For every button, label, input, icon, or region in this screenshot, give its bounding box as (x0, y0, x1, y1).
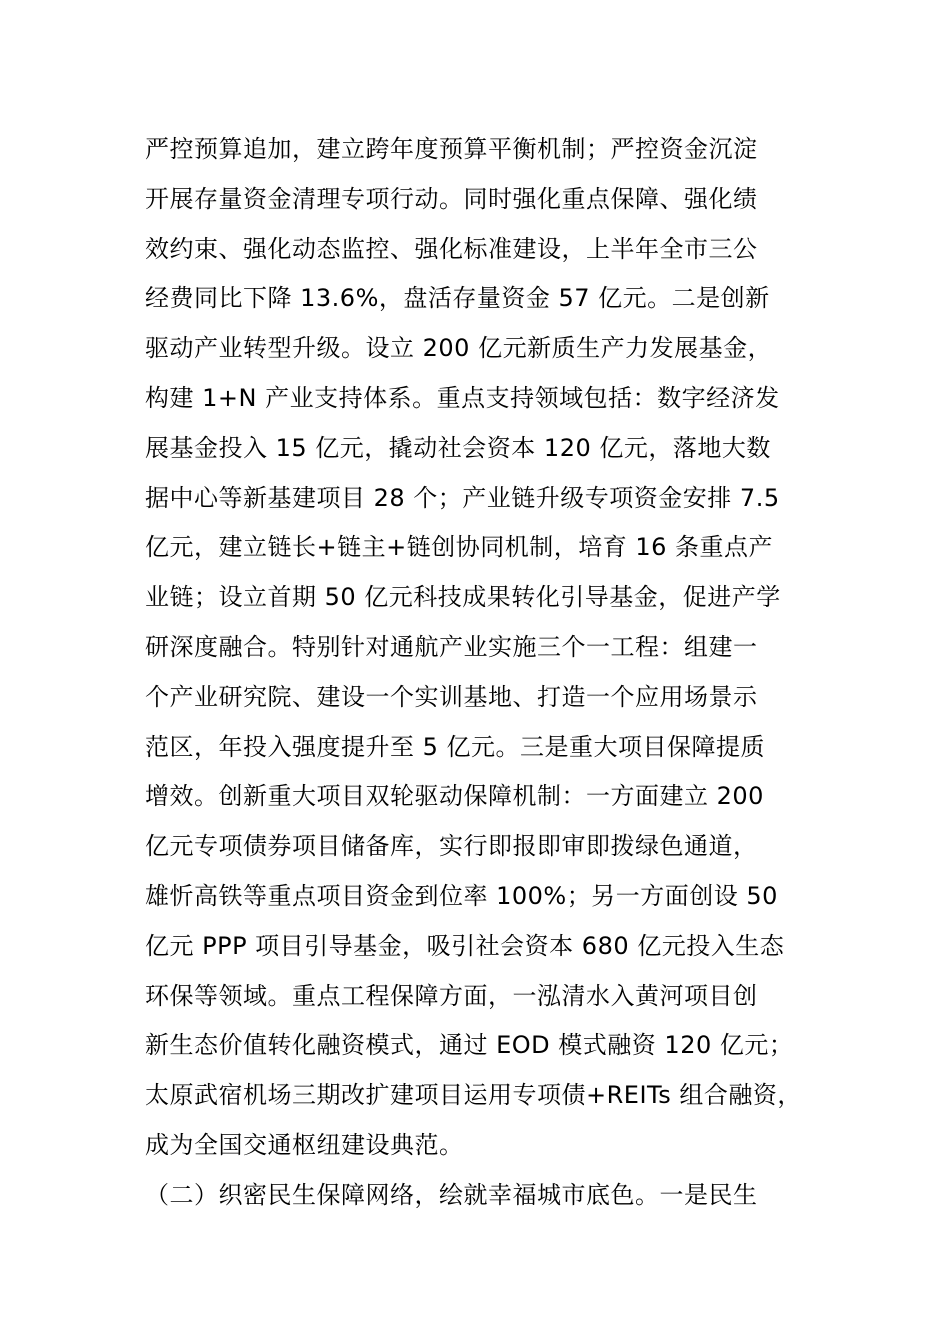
text-line: 新生态价值转化融资模式，通过 EOD 模式融资 120 亿元； (145, 1031, 794, 1060)
text-line: 经费同比下降 13.6%，盘活存量资金 57 亿元。二是创新 (145, 284, 770, 313)
text-line: 个产业研究院、建设一个实训基地、打造一个应用场景示 (145, 682, 758, 711)
text-line: 环保等领域。重点工程保障方面，一泓清水入黄河项目创 (145, 981, 758, 1010)
text-line: 范区，年投入强度提升至 5 亿元。三是重大项目保障提质 (145, 732, 766, 761)
text-line: 太原武宿机场三期改扩建项目运用专项债+REITs 组合融资， (145, 1081, 802, 1110)
section-heading-line: （二）织密民生保障网络，绘就幸福城市底色。一是民生 (145, 1180, 758, 1209)
text-line: 展基金投入 15 亿元，撬动社会资本 120 亿元，落地大数 (145, 433, 771, 462)
body-text (145, 125, 845, 1221)
text-line: 增效。创新重大项目双轮驱动保障机制：一方面建立 200 (145, 782, 764, 811)
text-line: 成为全国交通枢纽建设典范。 (145, 1130, 464, 1159)
text-line: 亿元，建立链长+链主+链创协同机制，培育 16 条重点产 (145, 533, 774, 562)
text-line: 据中心等新基建项目 28 个；产业链升级专项资金安排 7.5 (145, 483, 780, 512)
text-line: 严控预算追加，建立跨年度预算平衡机制；严控资金沉淀 (145, 135, 758, 163)
text-line: 开展存量资金清理专项行动。同时强化重点保障、强化绩 (145, 184, 758, 213)
text-line: 亿元专项债券项目储备库，实行即报即审即拨绿色通道， (145, 832, 758, 861)
text-line: 构建 1+N 产业支持体系。重点支持领域包括：数字经济发 (145, 383, 780, 412)
text-line: 雄忻高铁等重点项目资金到位率 100%；另一方面创设 50 (145, 881, 778, 910)
text-line: 效约束、强化动态监控、强化标准建设，上半年全市三公 (145, 234, 758, 263)
text-line: 驱动产业转型升级。设立 200 亿元新质生产力发展基金， (145, 334, 773, 363)
text-line: 亿元 PPP 项目引导基金，吸引社会资本 680 亿元投入生态 (145, 931, 785, 960)
text-line: 研深度融合。特别针对通航产业实施三个一工程：组建一 (145, 632, 758, 661)
text-line: 业链；设立首期 50 亿元科技成果转化引导基金，促进产学 (145, 583, 781, 612)
